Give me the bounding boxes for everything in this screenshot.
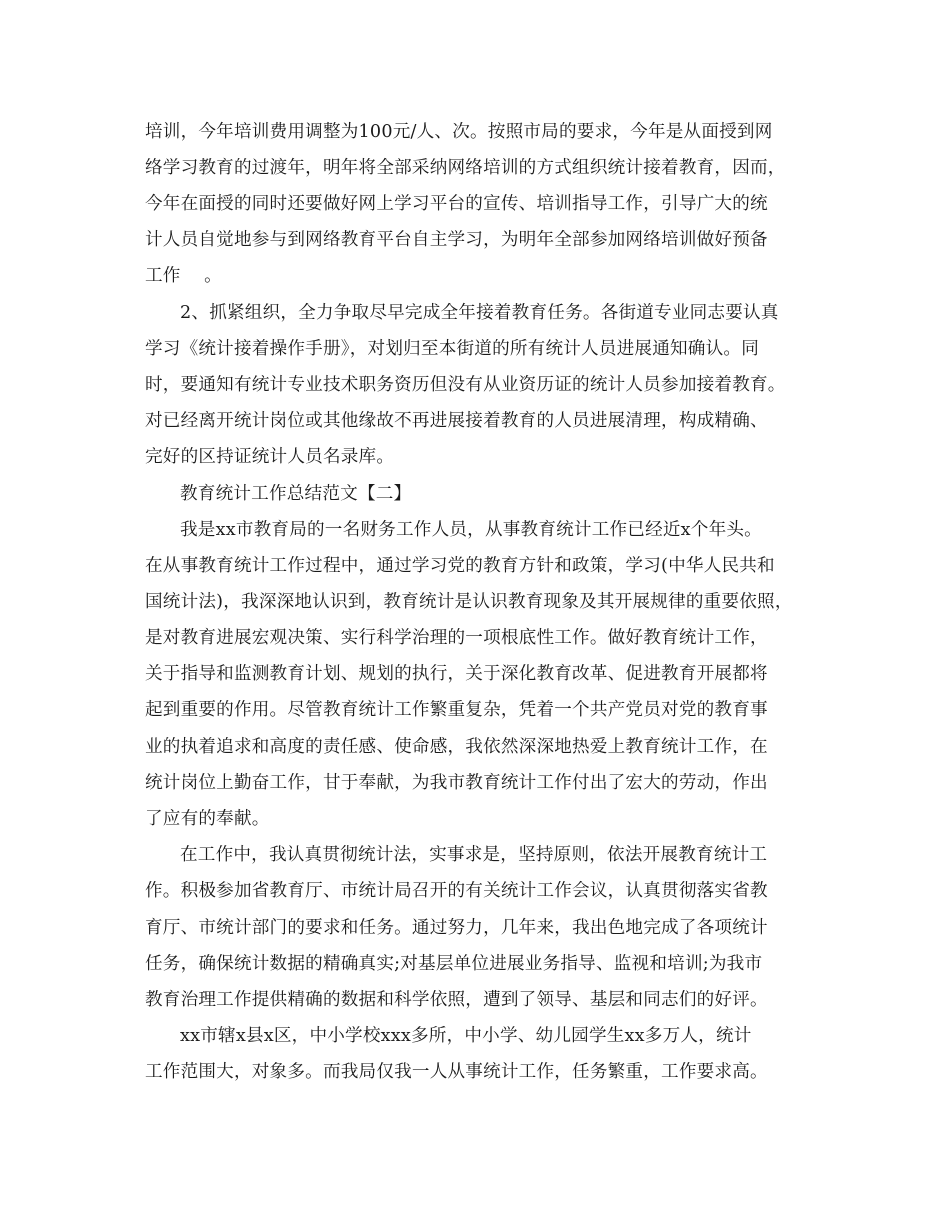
text-line: 时，要通知有统计专业技术职务资历但没有从业资历证的统计人员参加接着教育。 — [145, 375, 786, 395]
text-line: xx市辖x县x区，中小学校xxx多所，中小学、幼儿园学生xx多万人，统计 — [180, 1026, 752, 1046]
text-line: 完好的区持证统计人员名录库。 — [145, 447, 395, 467]
section-heading: 教育统计工作总结范文【二】 — [180, 484, 412, 504]
text-line: 育厅、市统计部门的要求和任务。通过努力，几年来，我出色地完成了各项统计 — [145, 918, 768, 938]
text-line: 教育治理工作提供精确的数据和科学依照，遭到了领导、基层和同志们的好评。 — [145, 990, 768, 1010]
text-line: 工作范围大，对象多。而我局仅我一人从事统计工作，任务繁重，工作要求高。 — [145, 1062, 768, 1082]
text-line: 任务，确保统计数据的精确真实;对基层单位进展业务指导、监视和培训;为我市 — [145, 954, 763, 974]
text-line: 计人员自觉地参与到网络教育平台自主学习，为明年全部参加网络培训做好预备 — [145, 230, 768, 250]
text-line: 2、抓紧组织，全力争取尽早完成全年接着教育任务。各街道专业同志要认真 — [180, 303, 779, 323]
text-line: 业的执着追求和高度的责任感、使命感，我依然深深地热爱上教育统计工作，在 — [145, 737, 768, 757]
text-line: 今年在面授的同时还要做好网上学习平台的宣传、培训指导工作，引导广大的统 — [145, 194, 768, 214]
text-line: 是对教育进展宏观决策、实行科学治理的一项根底性工作。做好教育统计工作， — [145, 628, 768, 648]
text-line: 关于指导和监测教育计划、规划的执行，关于深化教育改革、促进教育开展都将 — [145, 664, 768, 684]
text-line: 在从事教育统计工作过程中，通过学习党的教育方针和政策，学习(中华人民共和 — [145, 556, 775, 576]
text-line: 作。积极参加省教育厅、市统计局召开的有关统计工作会议，认真贯彻落实省教 — [145, 881, 768, 901]
text-line: 我是xx市教育局的一名财务工作人员，从事教育统计工作已经近x个年头。 — [180, 520, 762, 540]
text-line: 对已经离开统计岗位或其他缘故不再进展接着教育的人员进展清理，构成精确、 — [145, 411, 768, 431]
text-line: 工作 。 — [145, 266, 222, 286]
text-line: 培训，今年培训费用调整为100元/人、次。按照市局的要求，今年是从面授到网 — [145, 122, 773, 142]
text-line: 国统计法)，我深深地认识到，教育统计是认识教育现象及其开展规律的重要依照， — [145, 592, 793, 612]
text-line: 了应有的奉献。 — [145, 809, 270, 829]
text-line: 学习《统计接着操作手册》，对划归至本街道的所有统计人员进展通知确认。同 — [145, 339, 759, 359]
text-line: 络学习教育的过渡年，明年将全部采纳网络培训的方式组织统计接着教育，因而， — [145, 158, 786, 178]
text-line: 在工作中，我认真贯彻统计法，实事求是，坚持原则，依法开展教育统计工 — [180, 845, 768, 865]
text-line: 统计岗位上勤奋工作，甘于奉献，为我市教育统计工作付出了宏大的劳动，作出 — [145, 773, 768, 793]
text-line: 起到重要的作用。尽管教育统计工作繁重复杂，凭着一个共产党员对党的教育事 — [145, 700, 768, 720]
